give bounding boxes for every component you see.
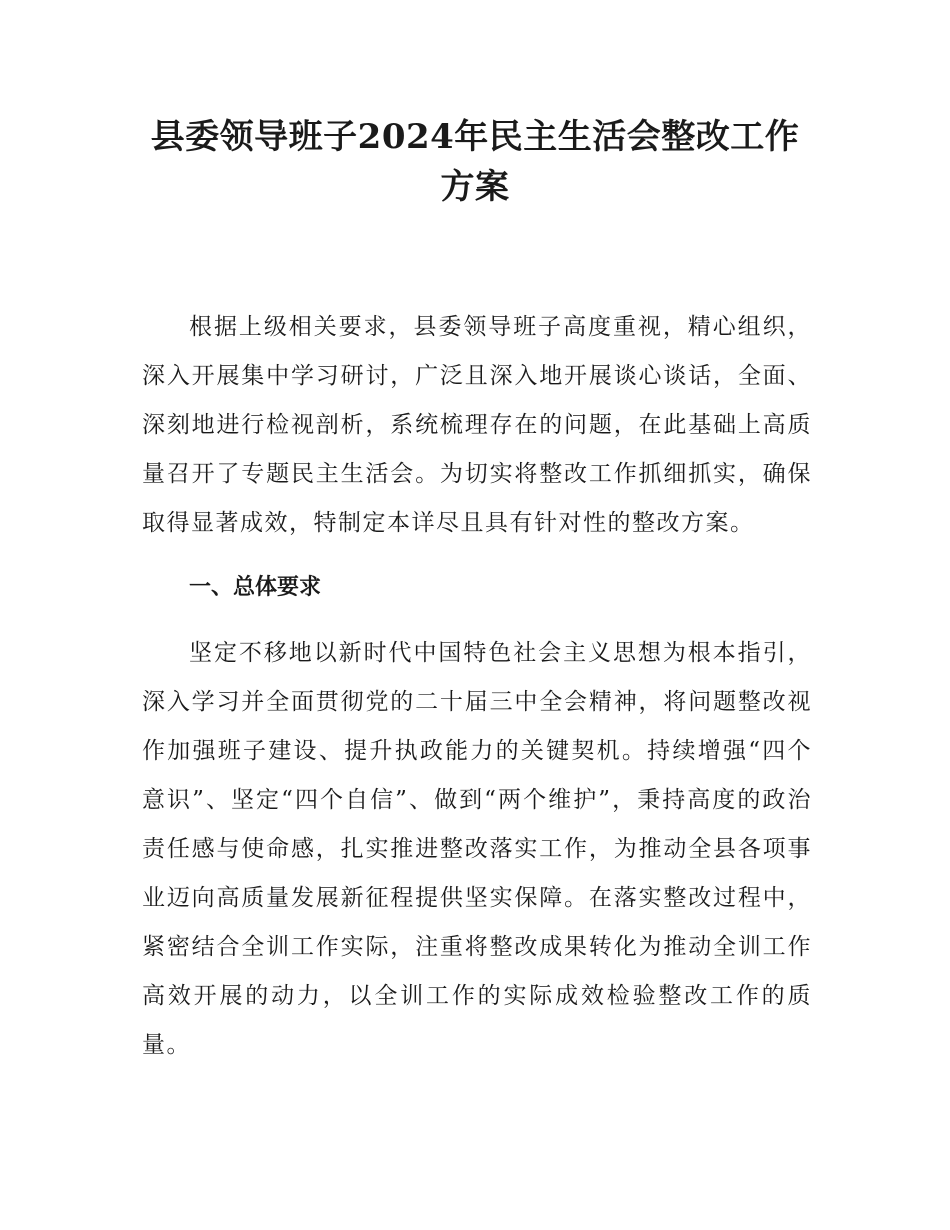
- intro-paragraph: 根据上级相关要求，县委领导班子高度重视，精心组织，深入开展集中学习研讨，广泛且深入地开展谈心谈话，全面、深刻地进行检视剖析，系统梳理存在的问题，在此基础上高质量召开了专题民主生活会。为切实将整改工作抓细抓实，确保取得显著成效，特制定本详尽且具有针对性的整改方案。: [142, 314, 812, 536]
- section-heading-general-requirements: 一、总体要求: [189, 575, 322, 600]
- document-title: 县委领导班子2024年民主生活会整改工作方案: [150, 117, 800, 207]
- section-paragraph-general-requirements: 坚定不移地以新时代中国特色社会主义思想为根本指引，深入学习并全面贯彻党的二十届三中全会精神，将问题整改视作加强班子建设、提升执政能力的关键契机。持续增强“四个意识”、坚定“四个自信”、做到“两个维护”，秉持高度的政治责任感与使命感，扎实推进整改落实工作，为推动全县各项事业迈向高质量发展新征程提供坚实保障。在落实整改过程中，紧密结合全训工作实际，注重将整改成果转化为推动全训工作高效开展的动力，以全训工作的实际成效检验整改工作的质量。: [142, 640, 812, 1058]
